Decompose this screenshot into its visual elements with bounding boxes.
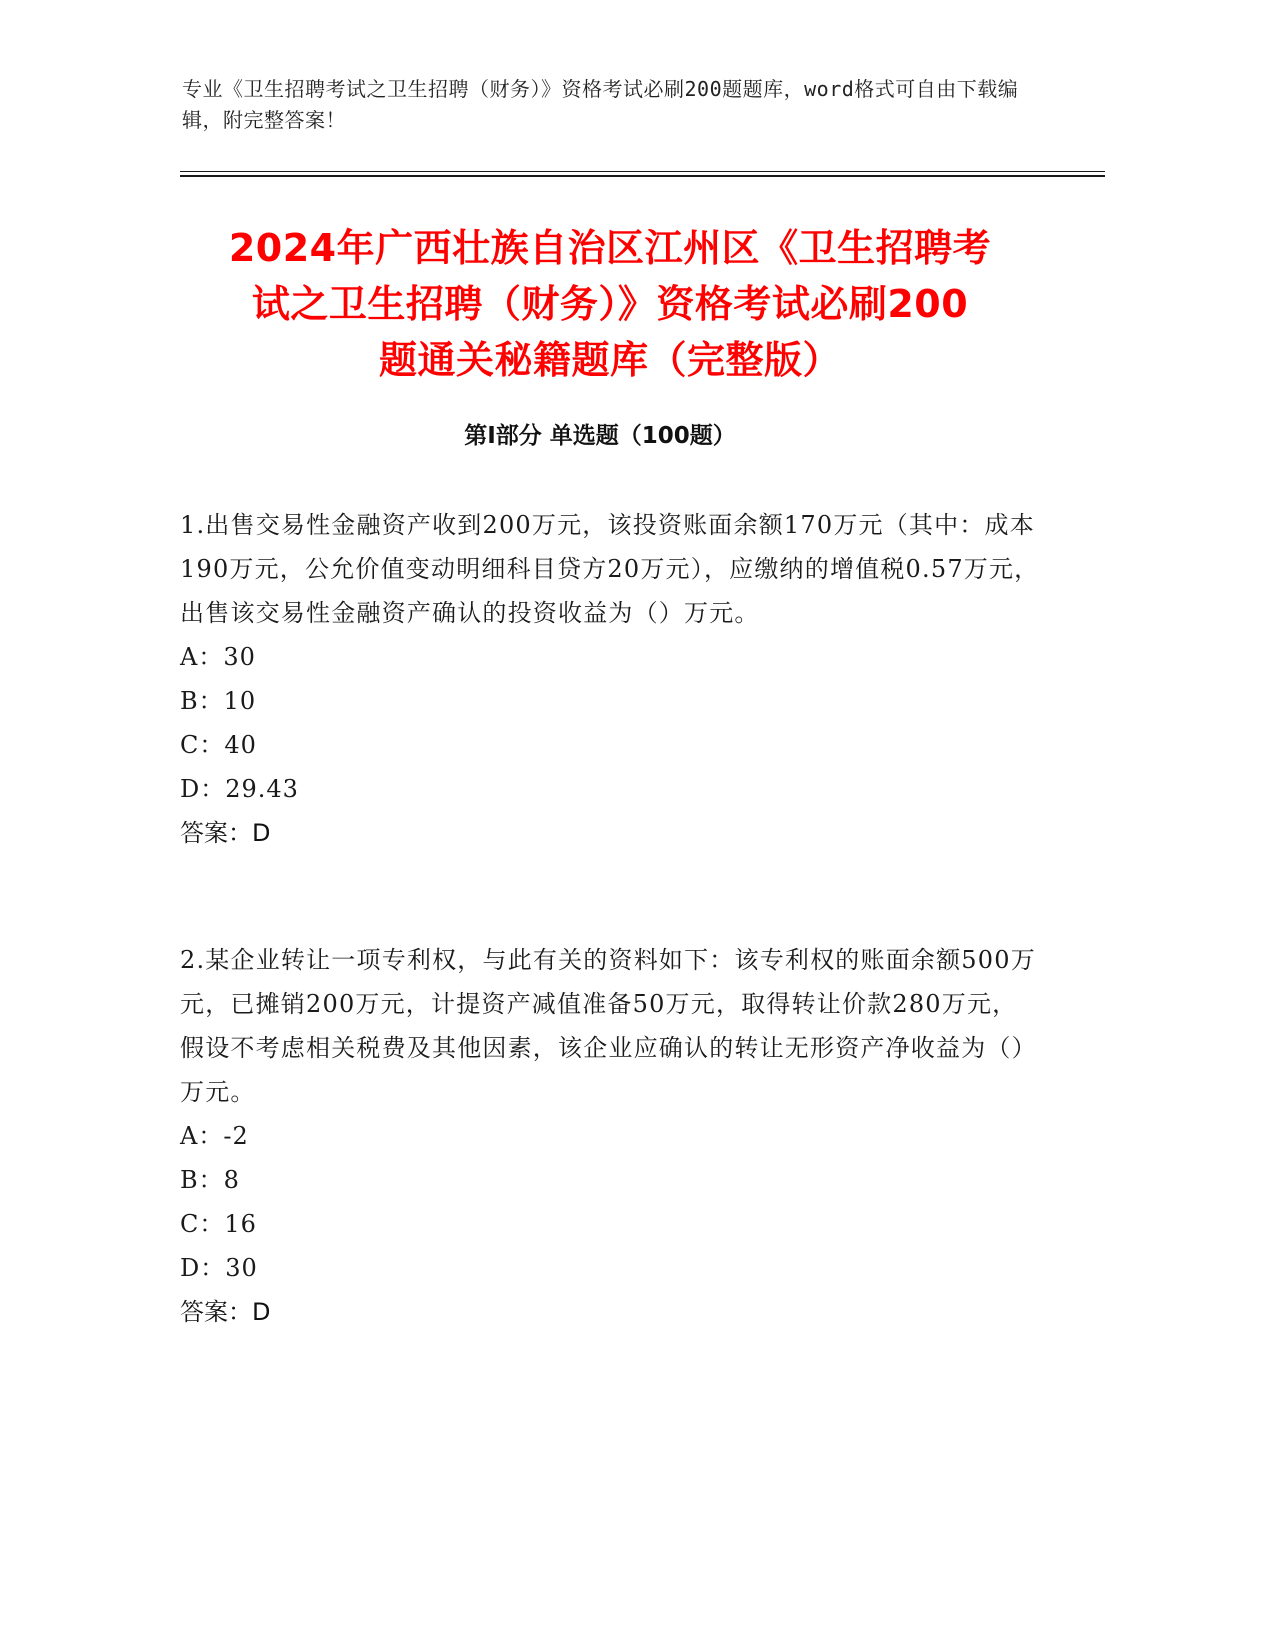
answer: 答案：D [180, 819, 271, 847]
option-d: D：29.43 [180, 775, 299, 803]
option-b: B：8 [180, 1166, 240, 1194]
option-a: A：-2 [180, 1122, 249, 1150]
document-title-line-2: 试之卫生招聘（财务）》资格考试必刷200 [251, 282, 969, 326]
section-title: 第Ⅰ部分 单选题（100题） [464, 423, 736, 449]
header-divider-thick [180, 175, 1105, 177]
option-c: C：16 [180, 1210, 257, 1238]
question-stem: 1.出售交易性金融资产收到200万元，该投资账面余额170万元（其中：成本190万元，公允价值变动明细科目贷方20万元），应缴纳的增值税0.57万元，出售该交易性金融资产确认的投资收益为（）万元。 [180, 511, 1040, 627]
option-c: C：40 [180, 731, 257, 759]
header-note: 专业《卫生招聘考试之卫生招聘（财务）》资格考试必刷200题题库，word格式可自由下载编辑，附完整答案！ [182, 77, 1019, 132]
document-title-line-3: 题通关秘籍题库（完整版） [378, 338, 841, 382]
document-title [160, 220, 1060, 388]
question-2 [180, 938, 1040, 1334]
question-1 [180, 503, 1040, 855]
answer: 答案：D [180, 1298, 271, 1326]
option-a: A：30 [180, 643, 256, 671]
question-stem: 2.某企业转让一项专利权，与此有关的资料如下：该专利权的账面余额500万元，已摊销200万元，计提资产减值准备50万元，取得转让价款280万元，假设不考虑相关税费及其他因素，该企业应确认的转让无形资产净收益为（）万元。 [180, 946, 1037, 1106]
option-b: B：10 [180, 687, 257, 715]
document-title-line-1: 2024年广西壮族自治区江州区《卫生招聘考 [228, 226, 992, 270]
option-d: D：30 [180, 1254, 258, 1282]
header-divider-thin [180, 171, 1105, 172]
